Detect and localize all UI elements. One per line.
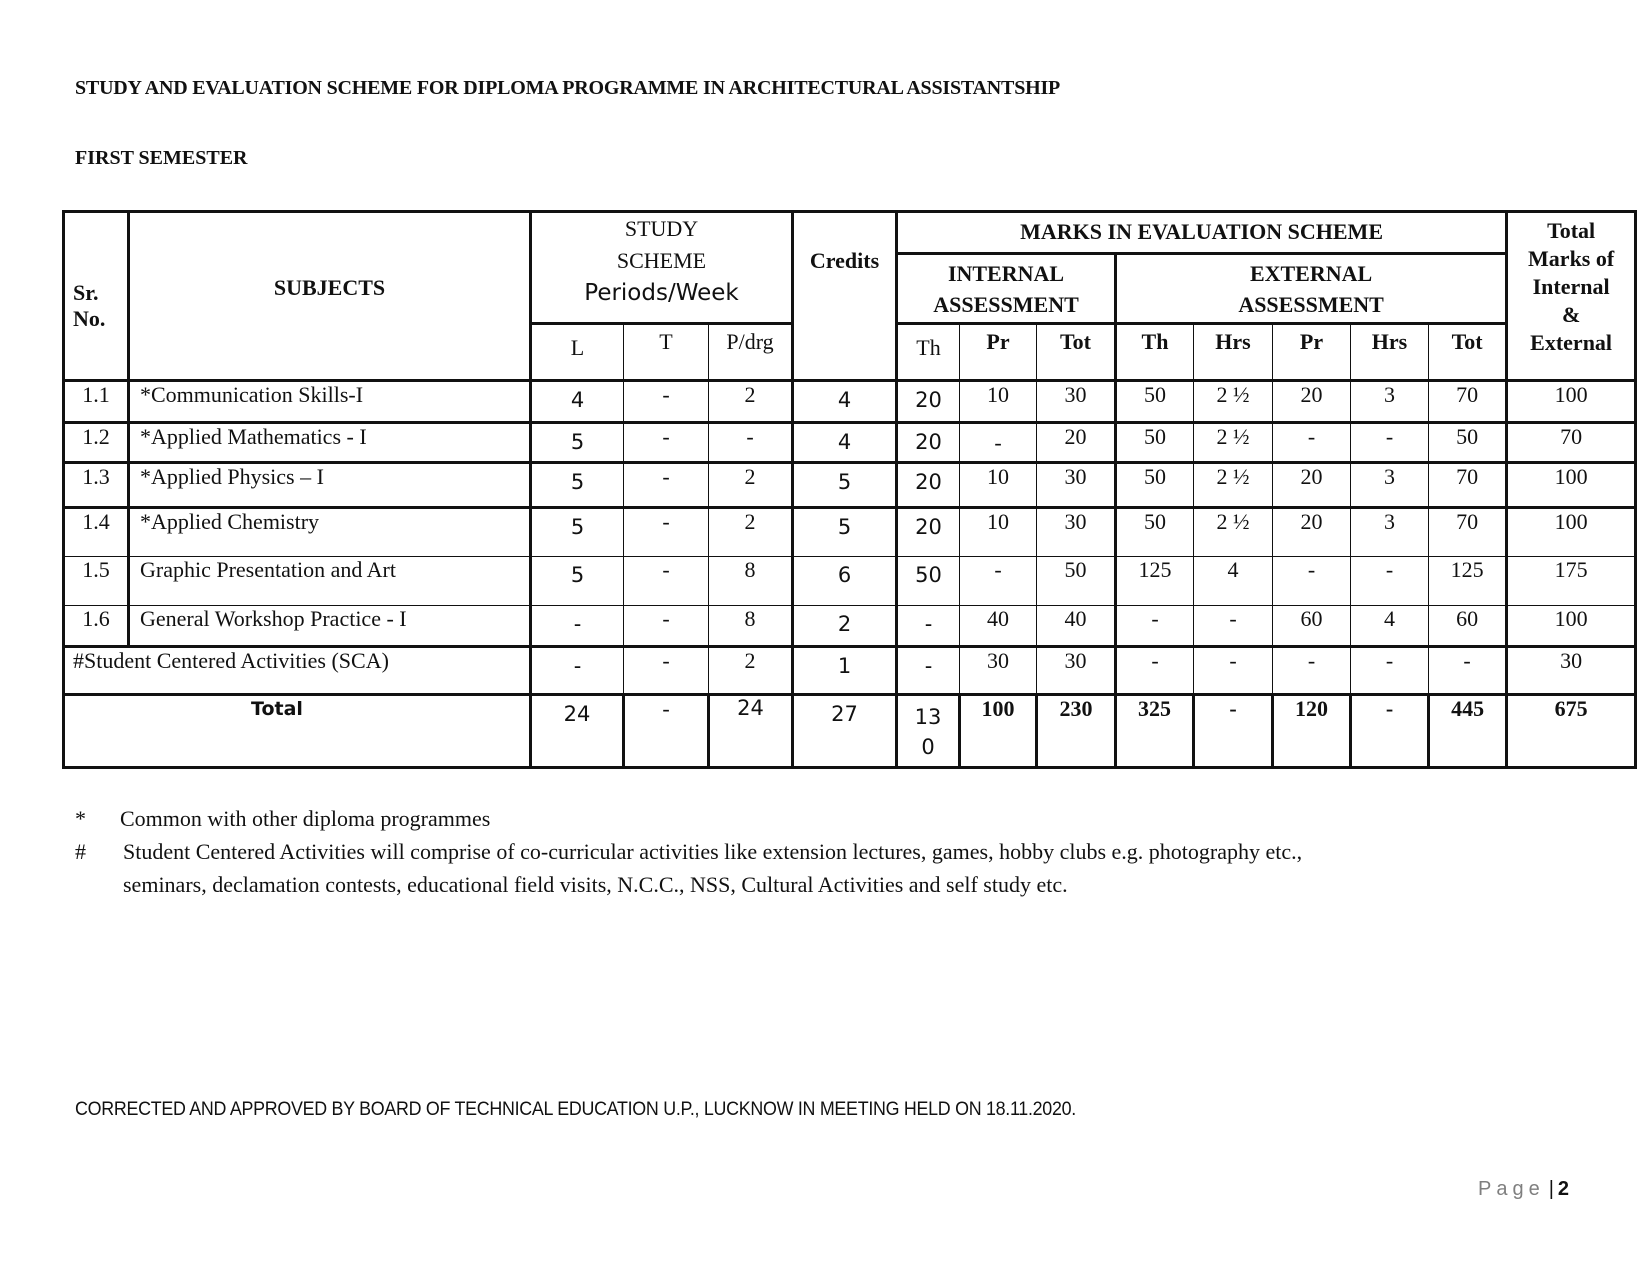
evaluation-scheme-table	[62, 210, 1637, 769]
int-th-cell: 20	[897, 508, 960, 557]
ext-pr-hrs-cell: 3	[1351, 463, 1429, 508]
ext-tot-cell: 60	[1429, 606, 1507, 647]
int-pr-cell: 10	[960, 508, 1037, 557]
int-th-total-line2: 0	[921, 735, 935, 759]
ext-th-hrs-cell: 4	[1194, 557, 1273, 606]
subject-cell: #Student Centered Activities (SCA)	[64, 647, 531, 695]
ext-th-cell: 50	[1116, 381, 1194, 423]
credits-header: Credits	[793, 212, 897, 381]
ext-pr-total: 120	[1273, 695, 1351, 768]
ext-th-hrs-cell: 2 ½	[1194, 463, 1273, 508]
total-cell: 100	[1507, 606, 1636, 647]
int-pr-total: 100	[960, 695, 1037, 768]
ext-pr-hrs-cell: 4	[1351, 606, 1429, 647]
external-line1: EXTERNAL	[1249, 261, 1373, 286]
table-row-total	[64, 695, 1636, 768]
p-total: 24	[709, 695, 793, 768]
hash-symbol: #	[75, 839, 86, 864]
grand-total: 675	[1507, 695, 1636, 768]
ext-tot-cell: -	[1429, 647, 1507, 695]
total-line5: External	[1530, 330, 1613, 355]
total-line3: Internal	[1532, 274, 1610, 299]
subject-cell: *Applied Mathematics - I	[129, 423, 531, 463]
ext-pr-hrs-cell: -	[1351, 557, 1429, 606]
p-cell: 2	[709, 463, 793, 508]
study-scheme-header	[531, 212, 793, 324]
col-ext-pr-hrs: Hrs	[1351, 324, 1429, 381]
sr-no-line2: No.	[73, 306, 106, 331]
int-th-cell: 50	[897, 557, 960, 606]
sr-no-header	[64, 212, 129, 381]
ext-th-hrs-cell: -	[1194, 606, 1273, 647]
l-cell: 5	[531, 557, 624, 606]
int-tot-cell: 40	[1037, 606, 1116, 647]
total-cell: 70	[1507, 423, 1636, 463]
credits-cell: 1	[793, 647, 897, 695]
total-line1: Total	[1547, 218, 1596, 243]
credits-cell: 5	[793, 508, 897, 557]
ext-pr-cell: 20	[1273, 508, 1351, 557]
sr-cell: 1.4	[64, 508, 129, 557]
int-pr-cell: 10	[960, 463, 1037, 508]
marks-evaluation-header: MARKS IN EVALUATION SCHEME	[897, 212, 1507, 254]
sr-cell: 1.3	[64, 463, 129, 508]
credits-total: 27	[793, 695, 897, 768]
page-number	[1478, 1178, 1569, 1201]
ext-th-total: 325	[1116, 695, 1194, 768]
subject-cell: Graphic Presentation and Art	[129, 557, 531, 606]
total-cell: 100	[1507, 381, 1636, 423]
ext-pr-cell: 60	[1273, 606, 1351, 647]
ext-th-hrs-cell: 2 ½	[1194, 508, 1273, 557]
sr-cell: 1.6	[64, 606, 129, 647]
credits-cell: 4	[793, 423, 897, 463]
col-int-tot: Tot	[1037, 324, 1116, 381]
external-assessment-header	[1116, 254, 1507, 324]
col-ext-th: Th	[1116, 324, 1194, 381]
ext-pr-hrs-cell: -	[1351, 647, 1429, 695]
int-th-total	[897, 695, 960, 768]
t-cell: -	[624, 557, 709, 606]
p-cell: 2	[709, 508, 793, 557]
sr-cell: 1.1	[64, 381, 129, 423]
sr-cell: 1.5	[64, 557, 129, 606]
table-row	[64, 463, 1636, 508]
t-total: -	[624, 695, 709, 768]
ext-th-cell: -	[1116, 647, 1194, 695]
int-tot-cell: 30	[1037, 463, 1116, 508]
total-cell: 100	[1507, 463, 1636, 508]
ext-th-cell: 50	[1116, 508, 1194, 557]
subject-cell: *Communication Skills-I	[129, 381, 531, 423]
ext-th-hrs-cell: 2 ½	[1194, 381, 1273, 423]
t-cell: -	[624, 423, 709, 463]
ext-pr-hrs-cell: 3	[1351, 508, 1429, 557]
l-cell: 5	[531, 508, 624, 557]
footnote-sca-cont	[75, 868, 1302, 901]
int-tot-cell: 50	[1037, 557, 1116, 606]
total-cell: 175	[1507, 557, 1636, 606]
t-cell: -	[624, 508, 709, 557]
table-row	[64, 381, 1636, 423]
ext-pr-hrs-cell: 3	[1351, 381, 1429, 423]
int-th-cell: 20	[897, 463, 960, 508]
t-cell: -	[624, 463, 709, 508]
ext-th-cell: -	[1116, 606, 1194, 647]
p-cell: 8	[709, 557, 793, 606]
t-cell: -	[624, 647, 709, 695]
ext-th-hrs-cell: -	[1194, 647, 1273, 695]
col-ext-tot: Tot	[1429, 324, 1507, 381]
subject-cell: *Applied Physics – I	[129, 463, 531, 508]
l-cell: -	[531, 606, 624, 647]
l-cell: 5	[531, 463, 624, 508]
total-line4: &	[1561, 302, 1581, 327]
ext-pr-cell: 20	[1273, 463, 1351, 508]
int-th-total-line1: 13	[914, 705, 942, 729]
indent	[75, 868, 123, 901]
l-total: 24	[531, 695, 624, 768]
col-int-th: Th	[897, 324, 960, 381]
int-tot-total: 230	[1037, 695, 1116, 768]
ext-pr-cell: -	[1273, 423, 1351, 463]
internal-assessment-header	[897, 254, 1116, 324]
total-cell: 100	[1507, 508, 1636, 557]
int-tot-cell: 30	[1037, 647, 1116, 695]
col-ext-pr: Pr	[1273, 324, 1351, 381]
table-row	[64, 557, 1636, 606]
total-marks-header	[1507, 212, 1636, 381]
footnote-text: Common with other diploma programmes	[120, 806, 491, 831]
footnote-text: Student Centered Activities will comprise of co-curricular activities like extension lectures, games, hobby clubs e.g. photography etc.,	[123, 839, 1303, 864]
study-scheme-line2: SCHEME	[616, 248, 707, 273]
l-cell: 4	[531, 381, 624, 423]
external-line2: ASSESSMENT	[1238, 292, 1384, 317]
int-pr-cell: 10	[960, 381, 1037, 423]
page-number-value: 2	[1557, 1178, 1570, 1200]
credits-cell: 2	[793, 606, 897, 647]
semester-heading: FIRST SEMESTER	[75, 147, 248, 169]
total-label: Total	[64, 695, 531, 768]
ext-pr-cell: -	[1273, 647, 1351, 695]
p-cell: 2	[709, 381, 793, 423]
ext-th-hrs-total: -	[1194, 695, 1273, 768]
p-cell: -	[709, 423, 793, 463]
ext-tot-cell: 70	[1429, 463, 1507, 508]
ext-pr-hrs-total: -	[1351, 695, 1429, 768]
footnote-sca	[75, 835, 1302, 868]
int-tot-cell: 30	[1037, 508, 1116, 557]
sr-no-line1: Sr.	[73, 279, 99, 305]
int-th-cell: 20	[897, 423, 960, 463]
p-cell: 8	[709, 606, 793, 647]
ext-tot-cell: 70	[1429, 508, 1507, 557]
ext-pr-hrs-cell: -	[1351, 423, 1429, 463]
ext-th-cell: 50	[1116, 463, 1194, 508]
credits-cell: 5	[793, 463, 897, 508]
int-tot-cell: 30	[1037, 381, 1116, 423]
col-l: L	[531, 324, 624, 381]
l-cell: -	[531, 647, 624, 695]
asterisk-symbol: *	[75, 806, 86, 831]
table-row	[64, 423, 1636, 463]
ext-th-cell: 50	[1116, 423, 1194, 463]
table-row	[64, 508, 1636, 557]
internal-line2: ASSESSMENT	[933, 292, 1079, 317]
t-cell: -	[624, 381, 709, 423]
internal-line1: INTERNAL	[947, 261, 1065, 286]
header-row-1	[64, 212, 1636, 254]
ext-pr-cell: -	[1273, 557, 1351, 606]
col-ext-th-hrs: Hrs	[1194, 324, 1273, 381]
table-row-sca	[64, 647, 1636, 695]
sr-cell: 1.2	[64, 423, 129, 463]
ext-th-hrs-cell: 2 ½	[1194, 423, 1273, 463]
int-pr-cell: 40	[960, 606, 1037, 647]
approval-statement: CORRECTED AND APPROVED BY BOARD OF TECHNICAL EDUCATION U.P., LUCKNOW IN MEETING HELD ON 18.11.2020.	[75, 1099, 1076, 1120]
int-th-cell: -	[897, 647, 960, 695]
t-cell: -	[624, 606, 709, 647]
ext-tot-total: 445	[1429, 695, 1507, 768]
ext-tot-cell: 70	[1429, 381, 1507, 423]
table-row	[64, 606, 1636, 647]
subject-cell: *Applied Chemistry	[129, 508, 531, 557]
int-pr-cell: 30	[960, 647, 1037, 695]
total-cell: 30	[1507, 647, 1636, 695]
ext-th-cell: 125	[1116, 557, 1194, 606]
document-title: STUDY AND EVALUATION SCHEME FOR DIPLOMA PROGRAMME IN ARCHITECTURAL ASSISTANTSHIP	[75, 77, 1061, 99]
footnote-common	[75, 802, 1302, 835]
col-int-pr: Pr	[960, 324, 1037, 381]
subject-cell: General Workshop Practice - I	[129, 606, 531, 647]
total-line2: Marks of	[1528, 246, 1615, 271]
subjects-header: SUBJECTS	[129, 212, 531, 381]
col-p-drg: P/drg	[709, 324, 793, 381]
footnotes	[75, 802, 1302, 901]
int-th-cell: 20	[897, 381, 960, 423]
ext-tot-cell: 125	[1429, 557, 1507, 606]
int-pr-cell: -	[960, 557, 1037, 606]
credits-cell: 4	[793, 381, 897, 423]
ext-tot-cell: 50	[1429, 423, 1507, 463]
study-scheme-line1: STUDY	[624, 216, 699, 241]
page-separator: |	[1548, 1178, 1554, 1200]
col-t: T	[624, 324, 709, 381]
ext-pr-cell: 20	[1273, 381, 1351, 423]
footnote-text-continued: seminars, declamation contests, educational field visits, N.C.C., NSS, Cultural Activities and self study etc.	[123, 872, 1068, 897]
int-th-cell: -	[897, 606, 960, 647]
l-cell: 5	[531, 423, 624, 463]
periods-week-label: Periods/Week	[584, 280, 739, 306]
credits-cell: 6	[793, 557, 897, 606]
int-tot-cell: 20	[1037, 423, 1116, 463]
int-pr-cell: -	[960, 423, 1037, 463]
page-label: Page	[1478, 1178, 1545, 1200]
p-cell: 2	[709, 647, 793, 695]
